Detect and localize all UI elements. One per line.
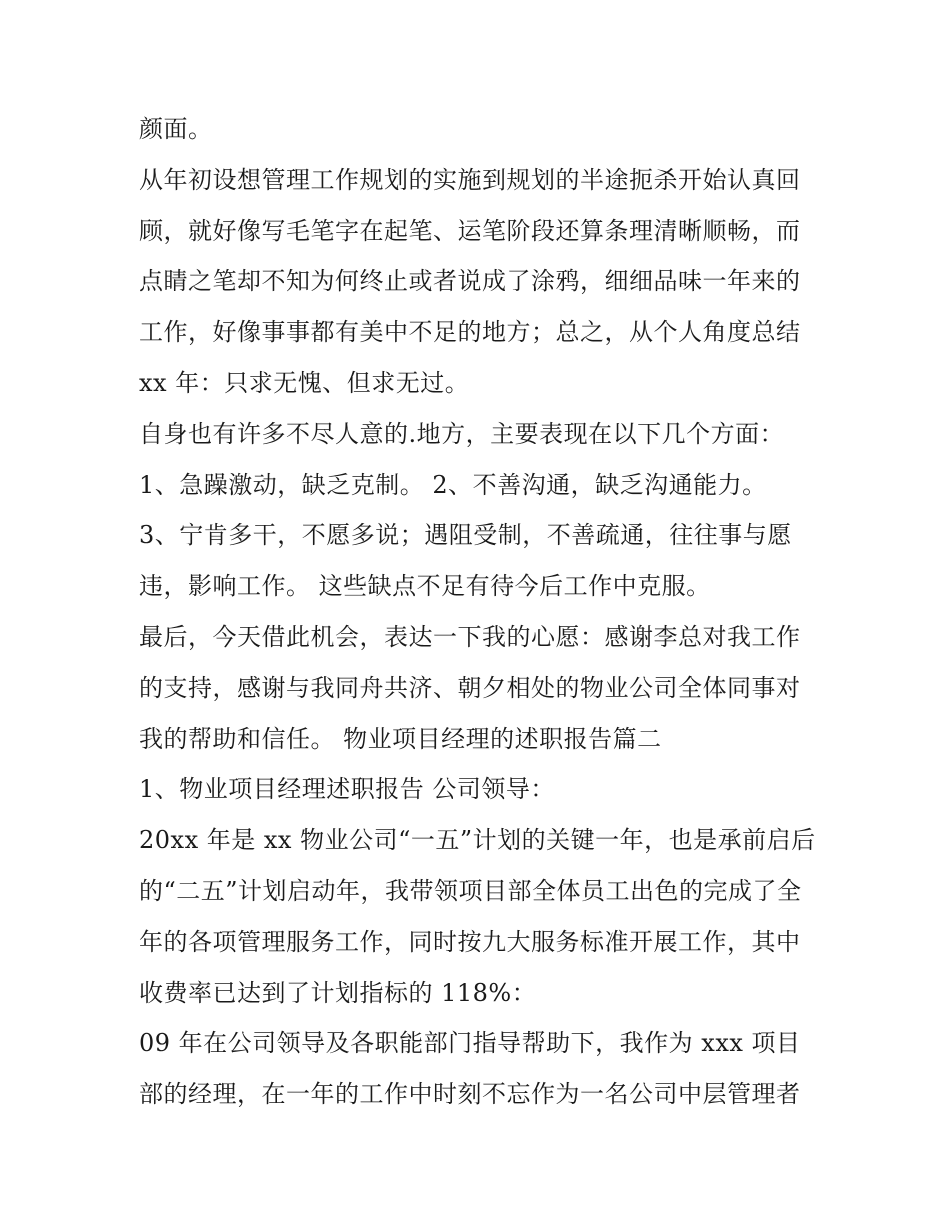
text-line: xx 年：只求无愧、但求无过。 [139, 368, 470, 397]
text-line: 最后，今天借此机会，表达一下我的心愿：感谢李总对我工作 [139, 622, 801, 651]
text-line: 的支持，感谢与我同舟共济、朝夕相处的物业公司全体同事对 [139, 673, 801, 702]
text-line: 09 年在公司领导及各职能部门指导帮助下，我作为 xxx 项目 [139, 1029, 801, 1058]
text-line: 顾，就好像写毛笔字在起笔、运笔阶段还算条理清晰顺畅，而 [139, 216, 801, 245]
text-line: 我的帮助和信任。 物业项目经理的述职报告篇二 [139, 724, 662, 753]
text-line: 工作，好像事事都有美中不足的地方；总之，从个人角度总结 [139, 318, 801, 347]
text-line: 1、急躁激动，缺乏克制。 2、不善沟通，缺乏沟通能力。 [139, 470, 767, 499]
text-line: 点睛之笔却不知为何终止或者说成了涂鸦，细细品味一年来的 [139, 267, 801, 296]
text-line: 收费率已达到了计划指标的 118%： [139, 978, 537, 1007]
text-line: 从年初设想管理工作规划的实施到规划的半途扼杀开始认真回 [139, 165, 801, 194]
text-line: 部的经理，在一年的工作中时刻不忘作为一名公司中层管理者 [139, 1080, 801, 1109]
text-line: 年的各项管理服务工作，同时按九大服务标准开展工作，其中 [139, 927, 801, 956]
text-line: 的“二五”计划启动年，我带领项目部全体员工出色的完成了全 [139, 876, 802, 905]
text-line: 1、物业项目经理述职报告 公司领导： [139, 775, 555, 804]
text-line: 颜面。 [139, 115, 213, 143]
document-body [139, 104, 819, 1120]
text-line: 20xx 年是 xx 物业公司“一五”计划的关键一年，也是承前启后 [139, 826, 816, 855]
text-line: 自身也有许多不尽人意的.地方，主要表现在以下几个方面： [139, 419, 785, 448]
text-line: 3、宁肯多干，不愿多说；遇阻受制，不善疏通，往往事与愿 [139, 521, 792, 550]
text-line: 违，影响工作。 这些缺点不足有待今后工作中克服。 [139, 572, 711, 601]
